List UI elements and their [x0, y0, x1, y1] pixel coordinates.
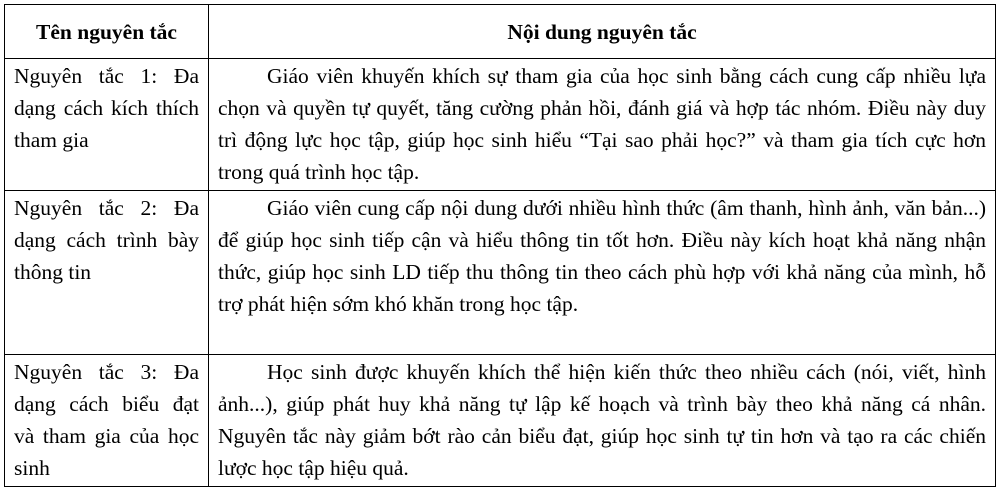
- header-principle-name: Tên nguyên tắc: [5, 5, 209, 59]
- table-row: [5, 191, 996, 355]
- principle-name-cell: Nguyên tắc 3: Đa dạng cách biểu đạt và tham gia của học sinh: [5, 355, 209, 487]
- table-row: [5, 59, 996, 191]
- principle-name-cell: Nguyên tắc 2: Đa dạng cách trình bày thông tin: [5, 191, 209, 355]
- principle-content-cell: Học sinh được khuyến khích thể hiện kiến thức theo nhiều cách (nói, viết, hình ảnh...), giúp phát huy khả năng tự lập kế hoạch và trình bày theo khả năng cá nhân. Nguyên tắc này giảm bớt rào cản biểu đạt, giúp học sinh tự tin hơn và tạo ra các chiến lược học tập hiệu quả.: [209, 355, 996, 487]
- table-row: [5, 355, 996, 487]
- principle-content-cell: Giáo viên khuyến khích sự tham gia của học sinh bằng cách cung cấp nhiều lựa chọn và quyền tự quyết, tăng cường phản hồi, đánh giá và hợp tác nhóm. Điều này duy trì động lực học tập, giúp học sinh hiểu “Tại sao phải học?” và tham gia tích cực hơn trong quá trình học tập.: [209, 59, 996, 191]
- principles-table: [4, 4, 996, 487]
- principle-name-cell: Nguyên tắc 1: Đa dạng cách kích thích tham gia: [5, 59, 209, 191]
- principle-content-cell: Giáo viên cung cấp nội dung dưới nhiều hình thức (âm thanh, hình ảnh, văn bản...) để giúp học sinh tiếp cận và hiểu thông tin tốt hơn. Điều này kích hoạt khả năng nhận thức, giúp học sinh LD tiếp thu thông tin theo cách phù hợp với khả năng của mình, hỗ trợ phát hiện sớm khó khăn trong học tập.: [209, 191, 996, 355]
- table-header-row: [5, 5, 996, 59]
- header-principle-content: Nội dung nguyên tắc: [209, 5, 996, 59]
